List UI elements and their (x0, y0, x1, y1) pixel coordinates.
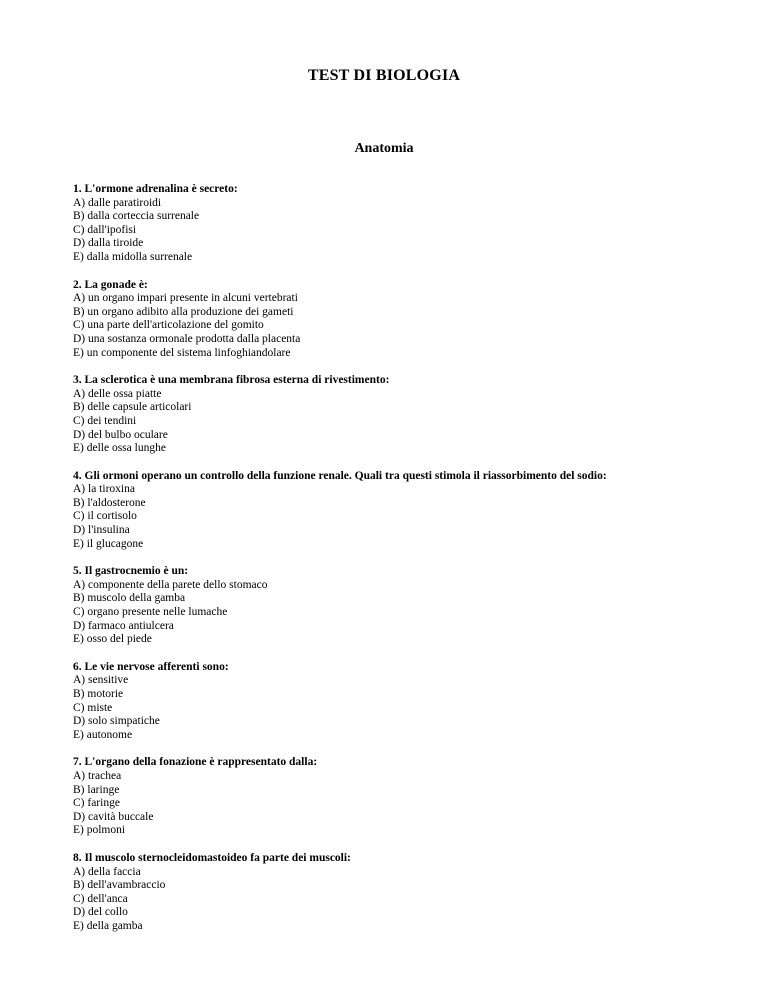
question-1 (73, 183, 753, 265)
question-list (73, 183, 753, 948)
question-text: 4. Gli ormoni operano un controllo della funzione renale. Quali tra questi stimola il riassorbimento del sodio: (73, 469, 607, 482)
answer-option: A) dalle paratiroidi (73, 196, 162, 209)
answer-option: D) una sostanza ormonale prodotta dalla placenta (73, 332, 301, 345)
answer-option: A) un organo impari presente in alcuni vertebrati (73, 292, 298, 305)
answer-option: B) dell'avambraccio (73, 879, 166, 892)
answer-option: B) un organo adibito alla produzione dei gameti (73, 305, 294, 318)
document-title: TEST DI BIOLOGIA (307, 67, 461, 84)
question-text: 3. La sclerotica è una membrana fibrosa esterna di rivestimento: (73, 374, 390, 387)
answer-option: E) delle ossa lunghe (73, 442, 166, 455)
answer-option: E) osso del piede (73, 633, 152, 646)
answer-option: D) solo simpatiche (73, 715, 160, 728)
answer-option: E) il glucagone (73, 537, 144, 550)
answer-option: D) del bulbo oculare (73, 428, 168, 441)
answer-option: A) la tiroxina (73, 483, 135, 496)
question-6 (73, 661, 753, 743)
answer-option: E) dalla midolla surrenale (73, 250, 193, 263)
answer-option: E) polmoni (73, 824, 126, 837)
answer-option: B) muscolo della gamba (73, 592, 186, 605)
answer-option: D) cavità buccale (73, 810, 154, 823)
answer-option: D) l'insulina (73, 524, 130, 537)
answer-option: B) delle capsule articolari (73, 401, 192, 414)
answer-option: D) del collo (73, 906, 128, 919)
answer-option: C) faringe (73, 797, 120, 810)
answer-option: E) della gamba (73, 919, 143, 932)
answer-option: E) un componente del sistema linfoghiandolare (73, 346, 291, 359)
question-text: 8. Il muscolo sternocleidomastoideo fa parte dei muscoli: (73, 851, 351, 864)
answer-option: C) dall'ipofisi (73, 223, 137, 236)
question-text: 6. Le vie nervose afferenti sono: (73, 660, 229, 673)
answer-option: B) laringe (73, 783, 120, 796)
answer-option: D) dalla tiroide (73, 237, 144, 250)
answer-option: A) trachea (73, 769, 122, 782)
answer-option: B) l'aldosterone (73, 496, 146, 509)
answer-option: C) dei tendini (73, 414, 137, 427)
answer-option: C) una parte dell'articolazione del gomito (73, 319, 264, 332)
answer-option: B) motorie (73, 688, 124, 700)
question-3 (73, 374, 753, 456)
question-text: 7. L'organo della fonazione è rappresentato dalla: (73, 756, 318, 769)
question-2 (73, 279, 753, 361)
answer-option: E) autonome (73, 728, 133, 741)
answer-option: B) dalla corteccia surrenale (73, 210, 200, 223)
section-title: Anatomia (354, 141, 414, 156)
answer-option: A) sensitive (73, 674, 129, 687)
question-7 (73, 756, 753, 838)
answer-option: A) componente della parete dello stomaco (73, 578, 268, 591)
answer-option: A) della faccia (73, 865, 141, 878)
answer-option: C) dell'anca (73, 892, 128, 905)
question-text: 2. La gonade è: (73, 278, 148, 291)
answer-option: C) il cortisolo (73, 510, 137, 523)
question-4 (73, 470, 753, 552)
question-text: 5. Il gastrocnemio è un: (73, 565, 189, 578)
answer-option: D) farmaco antiulcera (73, 619, 174, 632)
question-8 (73, 852, 753, 934)
question-5 (73, 565, 753, 647)
question-text: 1. L'ormone adrenalina è secreto: (73, 183, 238, 195)
answer-option: A) delle ossa piatte (73, 387, 162, 400)
answer-option: C) organo presente nelle lumache (73, 606, 228, 619)
answer-option: C) miste (73, 701, 113, 714)
